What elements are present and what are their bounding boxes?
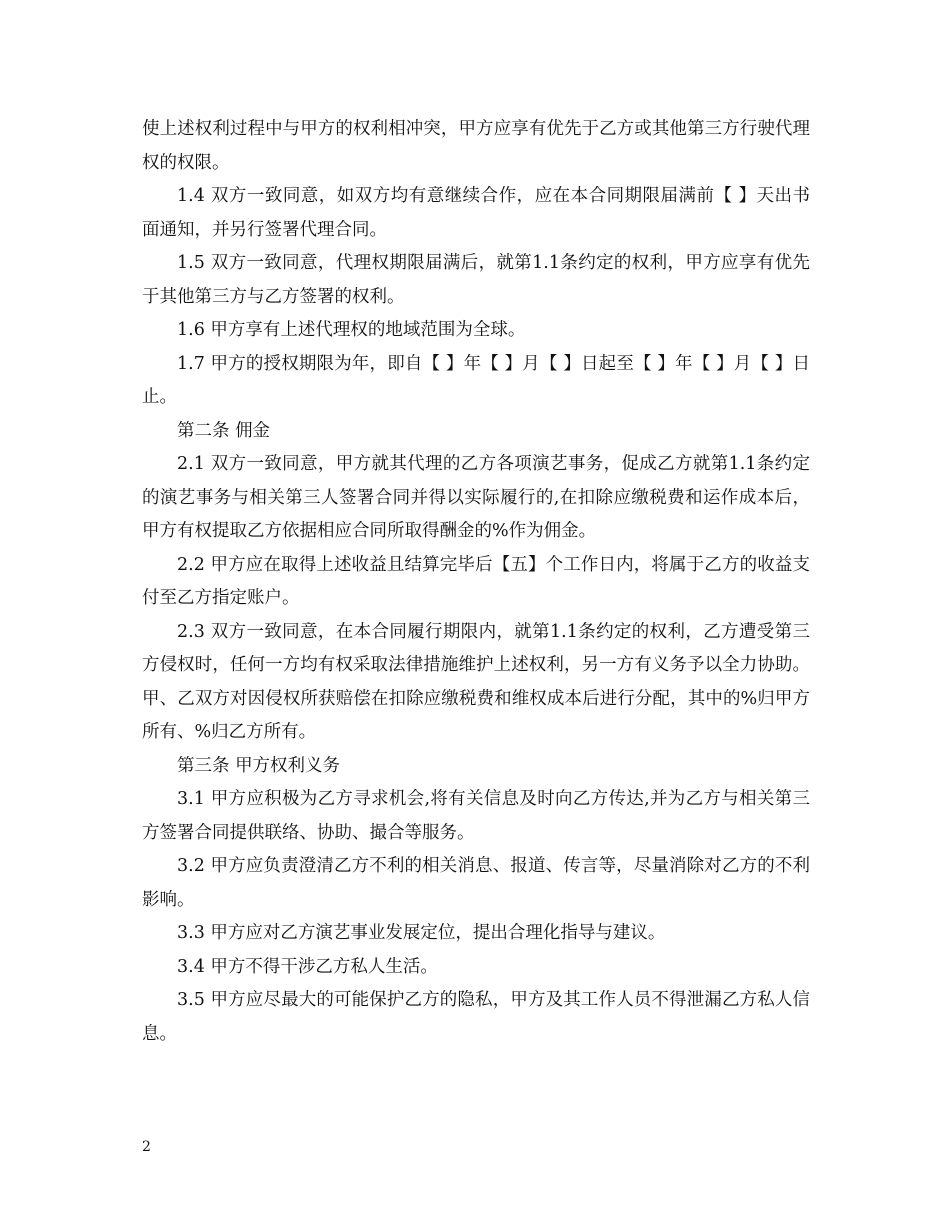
- clause-3-5: 3.5 甲方应尽最大的可能保护乙方的隐私，甲方及其工作人员不得泄漏乙方私人信息。: [142, 990, 810, 1044]
- clause-1-6: 1.6 甲方享有上述代理权的地域范围为全球。: [177, 320, 526, 340]
- clause-2-2: 2.2 甲方应在取得上述收益且结算完毕后【五】个工作日内，将属于乙方的收益支付至乙方指定账户。: [142, 554, 810, 608]
- paragraph-continuation: 使上述权利过程中与甲方的权利相冲突，甲方应享有优先于乙方或其他第三方行驶代理权的权限。: [142, 119, 810, 173]
- clause-1-5: 1.5 双方一致同意，代理权期限届满后，就第1.1条约定的权利，甲方应享有优先于其他第三方与乙方签署的权利。: [142, 253, 810, 307]
- clause-3-2: 3.2 甲方应负责澄清乙方不利的相关消息、报道、传言等，尽量消除对乙方的不利影响。: [142, 856, 810, 910]
- page-number: 2: [142, 1139, 151, 1155]
- clause-1-4: 1.4 双方一致同意，如双方均有意继续合作，应在本合同期限届满前【 】天出书面通知，并另行签署代理合同。: [142, 186, 810, 240]
- document-body: [142, 113, 810, 1051]
- clause-3-1: 3.1 甲方应积极为乙方寻求机会,将有关信息及时向乙方传达,并为乙方与相关第三方签署合同提供联络、协助、撮合等服务。: [142, 789, 810, 843]
- clause-2-1: 2.1 双方一致同意，甲方就其代理的乙方各项演艺事务，促成乙方就第1.1条约定的演艺事务与相关第三人签署合同并得以实际履行的,在扣除应缴税费和运作成本后，甲方有权提取乙方依据相应合同所取得酬金的%作为佣金。: [142, 454, 810, 541]
- section-heading-article-3: 第三条 甲方权利义务: [177, 755, 341, 776]
- section-heading-article-2: 第二条 佣金: [177, 420, 271, 441]
- clause-2-3: 2.3 双方一致同意，在本合同履行期限内，就第1.1条约定的权利，乙方遭受第三方侵权时，任何一方均有权采取法律措施维护上述权利，另一方有义务予以全力协助。甲、乙双方对因侵权所获赔偿在扣除应缴税费和维权成本后进行分配，其中的%归甲方所有、%归乙方所有。: [142, 621, 810, 742]
- clause-3-4: 3.4 甲方不得干涉乙方私人生活。: [177, 956, 438, 977]
- clause-3-3: 3.3 甲方应对乙方演艺事业发展定位，提出合理化指导与建议。: [177, 923, 666, 943]
- clause-1-7: 1.7 甲方的授权期限为年，即自【 】年【 】月【 】日起至【 】年【 】月【 】日止。: [142, 353, 810, 407]
